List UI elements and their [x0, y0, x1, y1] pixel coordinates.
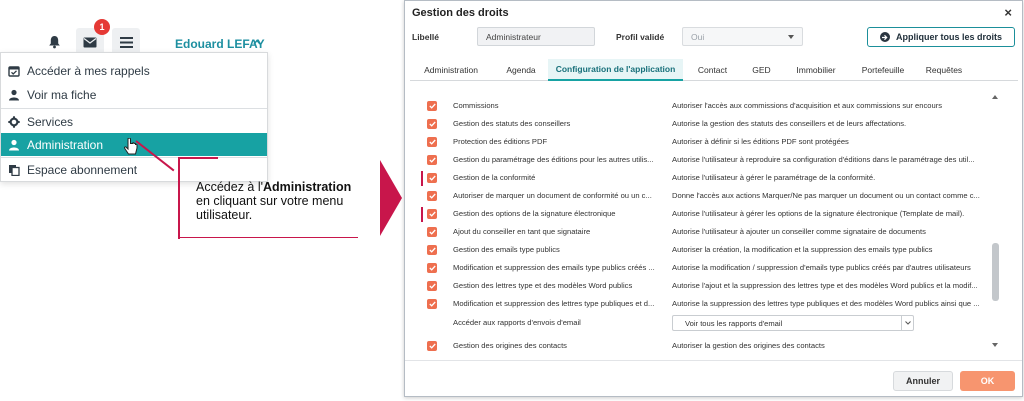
check-icon: [429, 121, 436, 127]
tab-immobilier[interactable]: Immobilier: [796, 65, 836, 75]
callout-arrow: [380, 160, 402, 236]
right-checkbox[interactable]: [427, 155, 437, 165]
right-name: Protection des éditions PDF: [453, 137, 548, 146]
right-description: Autoriser la gestion des origines des contacts: [672, 341, 825, 350]
check-icon: [429, 343, 436, 349]
menu-item-label: Accéder à mes rappels: [27, 63, 150, 78]
callout-text-part: Accédez à l': [196, 180, 264, 194]
user-admin-icon: [7, 138, 21, 152]
check-icon: [429, 157, 436, 163]
right-name: Modification et suppression des emails type publics créés ...: [453, 263, 655, 272]
tab-configuration[interactable]: Configuration de l'application: [548, 59, 683, 81]
right-checkbox[interactable]: [427, 341, 437, 351]
rights-list: [410, 91, 1001, 351]
check-icon: [429, 247, 436, 253]
right-row: [410, 133, 998, 151]
right-checkbox[interactable]: [427, 137, 437, 147]
check-icon: [429, 139, 436, 145]
right-checkbox[interactable]: [427, 263, 437, 273]
scroll-thumb[interactable]: [992, 243, 999, 301]
tab-requetes[interactable]: Requêtes: [925, 65, 963, 75]
right-row: [410, 314, 998, 332]
right-name: Gestion des statuts des conseillers: [453, 119, 571, 128]
topbar: [0, 0, 270, 55]
libelle-field[interactable]: Administrateur: [477, 27, 595, 46]
profil-valide-select[interactable]: [682, 27, 803, 46]
chevron-down-icon: [901, 316, 913, 330]
check-icon: [429, 193, 436, 199]
menu-divider: [1, 108, 267, 109]
right-row: [410, 337, 998, 351]
check-icon: [429, 103, 436, 109]
email-reports-value: Voir tous les rapports d'email: [685, 319, 783, 328]
notification-badge: 1: [94, 19, 110, 35]
right-name: Gestion de la conformité: [453, 173, 536, 182]
right-name: Modification et suppression des lettres type publiques et d...: [453, 299, 655, 308]
right-name: Commissions: [453, 101, 499, 110]
right-checkbox[interactable]: [427, 281, 437, 291]
right-row: [410, 151, 998, 169]
menu-item-label: Services: [27, 114, 74, 129]
check-icon: [429, 211, 436, 217]
right-checkbox[interactable]: [427, 191, 437, 201]
right-row: [410, 187, 998, 205]
right-name: Gestion des origines des contacts: [453, 341, 567, 350]
cancel-button[interactable]: Annuler: [893, 371, 953, 391]
rights-dialog: [404, 0, 1023, 397]
profil-valide-label: Profil validé: [616, 32, 665, 42]
right-checkbox[interactable]: [427, 119, 437, 129]
right-description: Autorise l'utilisateur à gérer le paramétrage de la conformité.: [672, 173, 876, 182]
callout-text: [196, 180, 366, 222]
right-name: Accéder aux rapports d'envois d'email: [453, 318, 581, 327]
menu-item-label: Administration: [27, 137, 104, 152]
menu-item-label: Voir ma fiche: [27, 87, 97, 102]
bell-icon: [48, 35, 61, 49]
right-description: Autorise la modification / suppression d'emails type publics créés par d'autres utilisateurs: [672, 263, 971, 272]
right-row: [410, 295, 998, 313]
right-checkbox[interactable]: [427, 299, 437, 309]
dialog-title: Gestion des droits: [412, 7, 509, 19]
menu-item-rappels[interactable]: [1, 59, 267, 82]
ok-button[interactable]: OK: [960, 371, 1015, 391]
chevron-up-icon[interactable]: [253, 38, 261, 46]
menu-item-services[interactable]: [1, 110, 267, 133]
user-card-icon: [7, 88, 21, 102]
caret-down-icon: [788, 35, 794, 39]
check-icon: [429, 301, 436, 307]
menu-item-label: Espace abonnement: [27, 162, 138, 177]
right-row: [410, 259, 998, 277]
tab-administration[interactable]: Administration: [424, 65, 478, 75]
apply-all-rights-button[interactable]: [867, 27, 1015, 47]
right-description: Autoriser l'accès aux commissions d'acquisition et aux commissions sur encours: [672, 101, 943, 110]
callout-line: [178, 157, 180, 239]
rights-scrollbar[interactable]: [991, 95, 1000, 347]
menu-item-ma-fiche[interactable]: [1, 83, 267, 106]
right-name: Gestion du paramétrage des éditions pour les autres utilis...: [453, 155, 654, 164]
callout-line: [178, 157, 218, 159]
tab-contact[interactable]: Contact: [697, 65, 728, 75]
right-name: Autoriser de marquer un document de conformité ou un c...: [453, 191, 652, 200]
tab-bar: [410, 59, 1018, 81]
hamburger-icon: [120, 37, 133, 48]
right-row: [410, 205, 998, 223]
arrow-right-circle-icon: [880, 32, 890, 42]
user-menu-toggle[interactable]: Edouard LEFAY: [175, 37, 265, 51]
calendar-check-icon: [7, 64, 21, 78]
check-icon: [429, 175, 436, 181]
tab-agenda[interactable]: Agenda: [506, 65, 536, 75]
check-icon: [429, 229, 436, 235]
tab-portefeuille[interactable]: Portefeuille: [861, 65, 905, 75]
right-description: Autorise la suppression des lettres type publiques et des modèles Word publics ainsi que ...: [672, 299, 980, 308]
right-description: Autorise l'utilisateur à ajouter un conseiller comme signataire de documents: [672, 227, 926, 236]
user-menu-dropdown: [0, 52, 268, 182]
right-name: Gestion des emails type publics: [453, 245, 560, 254]
right-row: [410, 241, 998, 259]
scroll-down-icon[interactable]: [992, 343, 998, 347]
right-row: [410, 169, 998, 187]
right-row: [410, 97, 998, 115]
callout-text-bold: Administration: [263, 180, 352, 194]
right-checkbox[interactable]: [427, 227, 437, 237]
right-description: Donne l'accès aux actions Marquer/Ne pas marquer un document ou un contact comme c...: [672, 191, 980, 200]
right-name: Gestion des lettres type et des modèles Word publics: [453, 281, 633, 290]
apply-all-label: Appliquer tous les droits: [895, 32, 1002, 42]
right-name: Ajout du conseiller en tant que signataire: [453, 227, 591, 236]
right-row: [410, 115, 998, 133]
copy-icon: [7, 163, 21, 177]
right-checkbox[interactable]: [427, 245, 437, 255]
right-name: Gestion des options de la signature électronique: [453, 209, 616, 218]
callout-line: [178, 237, 358, 238]
close-icon[interactable]: ×: [1004, 5, 1012, 20]
check-icon: [429, 283, 436, 289]
right-description: Autorise la gestion des statuts des conseillers et de leurs affectations.: [672, 119, 907, 128]
footer-divider: [405, 360, 1022, 361]
right-row: [410, 223, 998, 241]
callout-text-part: en cliquant sur votre menu utilisateur.: [196, 194, 344, 222]
scroll-up-icon[interactable]: [992, 95, 998, 99]
right-checkbox[interactable]: [427, 209, 437, 219]
menu-item-espace-abonnement[interactable]: [1, 158, 267, 181]
right-checkbox[interactable]: [427, 101, 437, 111]
right-description: Autorise l'ajout et la suppression des lettres type et des modèles Word publics et la modif...: [672, 281, 978, 290]
right-description: Autoriser à définir si les éditions PDF sont protégées: [672, 137, 849, 146]
right-description: Autoriser la création, la modification et la suppression des emails type publics: [672, 245, 933, 254]
profil-valide-value: Oui: [691, 32, 705, 42]
libelle-label: Libellé: [412, 32, 439, 42]
right-description: Autorise l'utilisateur à reproduire sa configuration d'éditions dans le paramétrage des util...: [672, 155, 975, 164]
right-description: Autorise l'utilisateur à gérer les options de la signature électronique (Template de mail).: [672, 209, 965, 218]
check-icon: [429, 265, 436, 271]
right-checkbox[interactable]: [427, 173, 437, 183]
email-reports-select[interactable]: [672, 315, 914, 331]
right-row: [410, 277, 998, 295]
tab-ged[interactable]: GED: [752, 65, 771, 75]
gear-icon: [7, 115, 21, 129]
envelope-icon: [83, 37, 97, 48]
